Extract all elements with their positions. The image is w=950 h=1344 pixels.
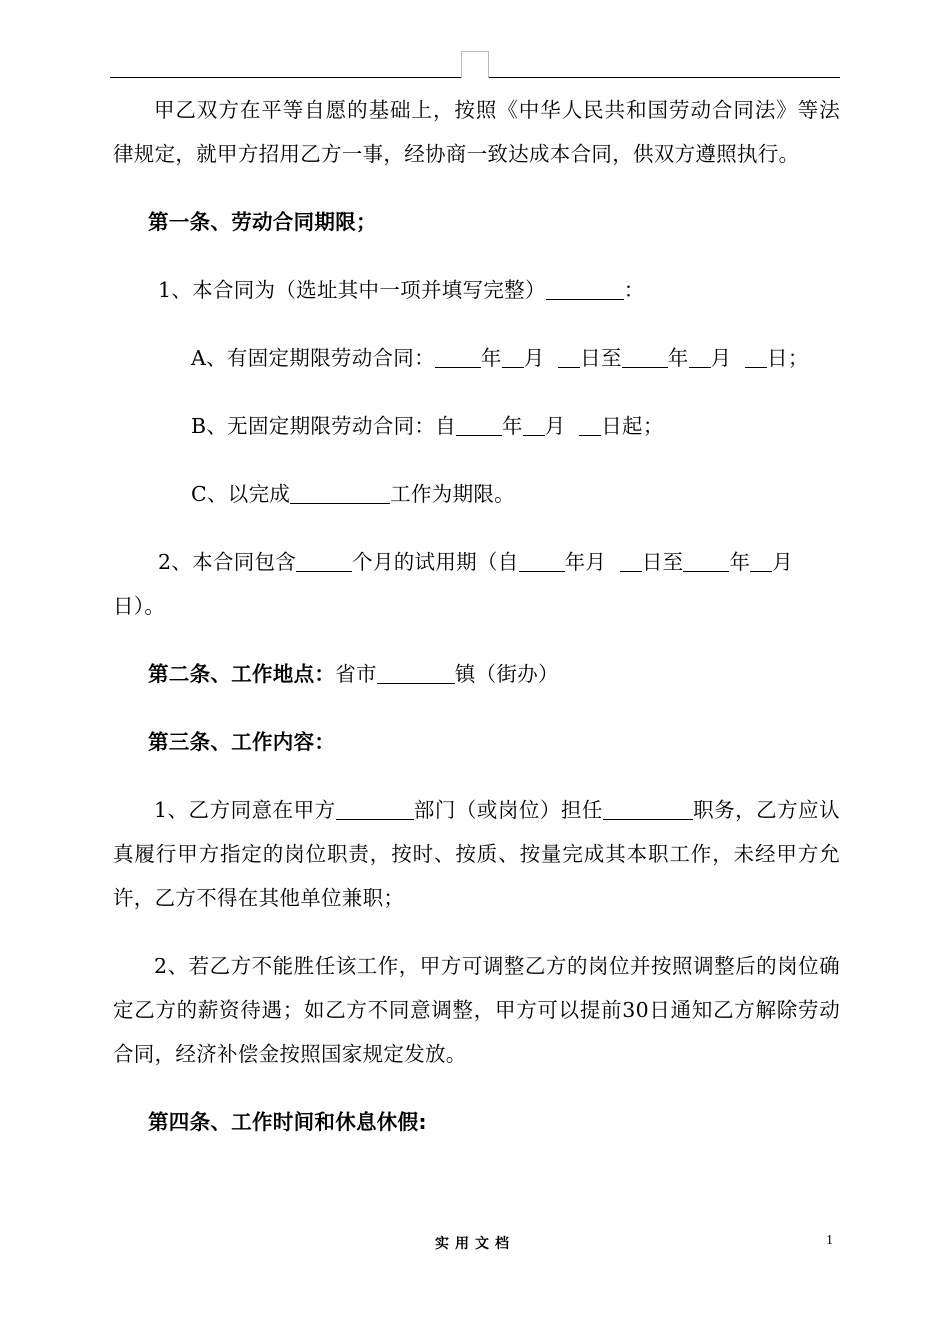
article4-heading: 第四条、工作时间和休息休假: <box>148 1110 427 1134</box>
header-tab <box>461 51 489 78</box>
trial-year2-blank[interactable] <box>683 551 729 573</box>
position-blank[interactable] <box>603 799 693 821</box>
department-blank[interactable] <box>336 799 414 821</box>
article3-heading: 第三条、工作内容： <box>148 730 336 754</box>
optB-year-blank[interactable] <box>456 415 502 437</box>
article3-item2: 2、若乙方不能胜任该工作，甲方可调整乙方的岗位并按照调整后的岗位确定乙方的薪资待遇；如乙方不同意调整，甲方可以提前30日通知乙方解除劳动合同，经济补偿金按照国家规定发放。 <box>113 954 840 1066</box>
contract-type-blank[interactable] <box>546 279 624 301</box>
optB-day-blank[interactable] <box>579 415 601 437</box>
trial-months-blank[interactable] <box>296 551 352 573</box>
option-a: A、有固定期限劳动合同： 年 月 日至 年 月 日； <box>191 346 809 370</box>
option-c: C、以完成 工作为期限。 <box>191 482 515 506</box>
intro-paragraph: 甲乙双方在平等自愿的基础上，按照《中华人民共和国劳动合同法》等法律规定，就甲方招用乙方一事，经协商一致达成本合同，供双方遵照执行。 <box>113 98 840 166</box>
article1-item2-wrap: 日）。 <box>113 594 166 618</box>
optA-month2-blank[interactable] <box>689 347 711 369</box>
page-number: 1 <box>826 1233 833 1248</box>
location-blank[interactable] <box>377 663 455 685</box>
optC-work-blank[interactable] <box>290 483 390 505</box>
optA-day2-blank[interactable] <box>745 347 767 369</box>
trial-day-blank[interactable] <box>620 551 642 573</box>
article3-item1: 1、乙方同意在甲方 部门（或岗位）担任 职务，乙方应认真履行甲方指定的岗位职责，按时、按质、按量完成其本职工作，未经甲方允许，乙方不得在其他单位兼职； <box>113 798 840 910</box>
optA-month-blank[interactable] <box>502 347 524 369</box>
optA-day-blank[interactable] <box>558 347 580 369</box>
optB-month-blank[interactable] <box>523 415 545 437</box>
document-body <box>113 88 840 1144</box>
article2-heading: 第二条、工作地点： <box>148 662 336 686</box>
article1-item2: 2、本合同包含 个月的试用期（自 年月 日至 年 月 <box>158 550 794 574</box>
footer-label: 实用文档 <box>435 1236 515 1252</box>
trial-year-blank[interactable] <box>519 551 565 573</box>
optA-year-blank[interactable] <box>435 347 481 369</box>
article1-item1: 1、本合同为（选址其中一项并填写完整） ： <box>158 278 645 302</box>
article1-heading: 第一条、劳动合同期限； <box>148 210 377 234</box>
trial-month2-blank[interactable] <box>750 551 772 573</box>
article2-line: 第二条、工作地点：省市 镇（街办） <box>148 662 559 686</box>
optA-year2-blank[interactable] <box>622 347 668 369</box>
option-b: B、无固定期限劳动合同：自 年 月 日起； <box>191 414 664 438</box>
